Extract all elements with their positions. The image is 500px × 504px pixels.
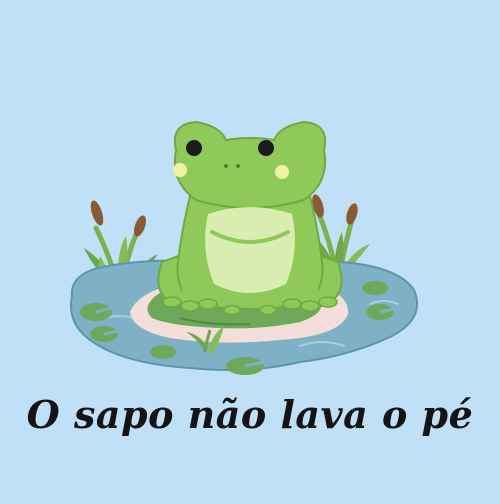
caption-text: O sapo não lava o pé [26, 392, 474, 437]
frog-icon [158, 122, 341, 315]
